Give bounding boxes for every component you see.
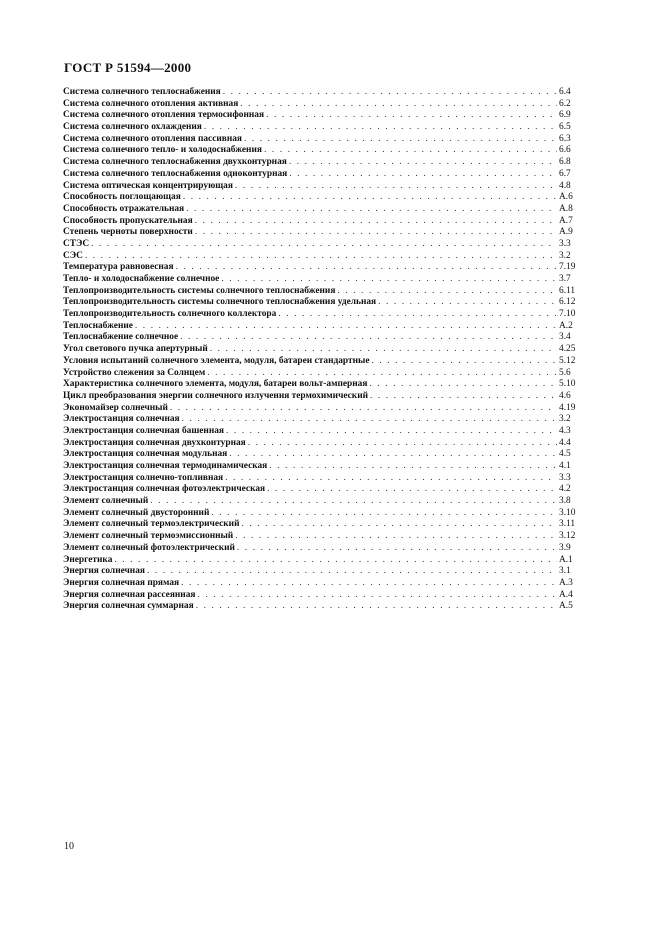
index-entry: [63, 438, 581, 450]
index-reference: 4.5: [559, 449, 571, 460]
dot-leader: [183, 192, 557, 204]
dot-leader: [242, 519, 558, 531]
index-term: Характеристика солнечного элемента, модуля, батареи вольт-амперная: [63, 379, 368, 390]
index-term: Устройство слежения за Солнцем: [63, 367, 206, 378]
index-term: Способность пропускательная: [63, 215, 193, 226]
dot-leader: [371, 356, 557, 368]
index-reference: 7.10: [559, 309, 576, 320]
index-entry: [63, 297, 581, 309]
dot-leader: [210, 344, 557, 356]
index-reference: 3.8: [559, 496, 571, 507]
dot-leader: [181, 578, 557, 590]
index-term: Система солнечного охлаждения: [63, 122, 202, 133]
index-term: Способность отражательная: [63, 203, 185, 214]
index-reference: 5.12: [559, 355, 576, 366]
index-reference: А.2: [559, 320, 573, 331]
index-term: Система солнечного теплоснабжения одноконтурная: [63, 168, 288, 179]
index-term: Способность поглощающая: [63, 192, 181, 203]
dot-leader: [264, 145, 557, 157]
index-term: Угол светового пучка апертурный: [63, 344, 208, 355]
index-reference: А.9: [559, 227, 573, 238]
index-term: Электростанция солнечная термодинамическая: [63, 461, 268, 471]
index-term: Цикл преобразования энергии солнечного излучения термохимический: [63, 390, 369, 401]
index-reference: 4.3: [559, 425, 571, 436]
index-reference: 4.25: [559, 344, 576, 355]
dot-leader: [85, 251, 557, 263]
dot-leader: [235, 181, 557, 193]
dot-leader: [229, 449, 557, 461]
index-reference: 3.2: [559, 250, 571, 261]
index-entry: [63, 449, 581, 461]
index-term: Электростанция солнечная двухконтурная: [63, 437, 246, 448]
index-entry: [63, 321, 581, 333]
dot-leader: [204, 122, 557, 134]
index-term: СЭС: [63, 250, 83, 261]
index-entry: [63, 122, 581, 134]
index-term: Элемент солнечный фотоэлектрический: [63, 542, 235, 553]
index-entry: [63, 461, 581, 473]
index-term: Система солнечного отопления активная: [63, 98, 239, 109]
index-entry: [63, 110, 581, 122]
index-reference: 4.2: [559, 484, 571, 495]
index-reference: 5.6: [559, 367, 571, 378]
dot-leader: [269, 461, 557, 473]
index-term: Элемент солнечный термоэмиссионный: [63, 531, 234, 542]
index-entry: [63, 473, 581, 485]
index-term: Теплоснабжение: [63, 320, 133, 331]
index-entry: [63, 484, 581, 496]
dot-leader: [147, 566, 557, 578]
index-reference: 6.6: [559, 145, 571, 156]
index-reference: А.5: [559, 601, 573, 612]
index-entry: [63, 262, 581, 274]
index-term: Степень черноты поверхности: [63, 227, 193, 238]
page-number: 10: [64, 841, 74, 852]
index-term: Теплоснабжение солнечное: [63, 332, 179, 343]
dot-leader: [267, 484, 557, 496]
index-entry: [63, 169, 581, 181]
index-entry: [63, 145, 581, 157]
index-term: Энергетика: [63, 554, 113, 565]
index-reference: 3.2: [559, 414, 571, 425]
index-entry: [63, 309, 581, 321]
index-reference: 6.4: [559, 87, 571, 97]
index-reference: 3.4: [559, 332, 571, 343]
index-entry: [63, 356, 581, 368]
index-entry: [63, 578, 581, 590]
dot-leader: [225, 473, 557, 485]
dot-leader: [223, 87, 557, 99]
dot-leader: [370, 391, 557, 403]
index-reference: 7.19: [559, 262, 576, 273]
index-term: Элемент солнечный: [63, 496, 149, 507]
index-term: Теплопроизводительность солнечного коллектора: [63, 309, 277, 320]
dot-leader: [369, 379, 557, 391]
index-entry: [63, 403, 581, 415]
index-entry: [63, 216, 581, 228]
index-reference: А.1: [559, 554, 573, 565]
index-entry: [63, 379, 581, 391]
dot-leader: [244, 134, 557, 146]
index-reference: 6.9: [559, 110, 571, 121]
document-header: ГОСТ Р 51594—2000: [64, 60, 192, 75]
index-reference: А.6: [559, 192, 573, 203]
index-term: Система солнечного теплоснабжения двухконтурная: [63, 157, 287, 168]
index-entry: [63, 601, 581, 613]
index-term: Электростанция солнечно-топливная: [63, 472, 224, 483]
dot-leader: [170, 403, 557, 415]
index-term: Экономайзер солнечный: [63, 402, 168, 413]
index-reference: 3.1: [559, 566, 571, 577]
index-entry: [63, 87, 581, 99]
index-entry: [63, 227, 581, 239]
index-reference: 3.3: [559, 238, 571, 249]
index-reference: А.3: [559, 577, 573, 588]
index-entry: [63, 368, 581, 380]
index-term: Электростанция солнечная башенная: [63, 425, 224, 436]
index-entry: [63, 426, 581, 438]
index-term: Система солнечного отопления термосифонная: [63, 110, 265, 121]
index-entry: [63, 590, 581, 602]
index-reference: А.4: [559, 589, 573, 600]
index-entry: [63, 99, 581, 111]
index-term: Система солнечного теплоснабжения: [63, 87, 221, 97]
index-reference: 4.6: [559, 390, 571, 401]
index-term: СТЭС: [63, 238, 90, 249]
index-entry: [63, 496, 581, 508]
index-entry: [63, 391, 581, 403]
dot-leader: [289, 169, 557, 181]
index-term: Тепло- и холодоснабжение солнечное: [63, 274, 220, 284]
index-reference: 3.12: [559, 531, 576, 542]
alphabetical-index: [63, 87, 581, 613]
index-term: Теплопроизводительность системы солнечного теплоснабжения: [63, 285, 336, 296]
dot-leader: [195, 216, 557, 228]
index-entry: [63, 239, 581, 251]
index-entry: [63, 414, 581, 426]
dot-leader: [207, 368, 557, 380]
dot-leader: [135, 321, 557, 333]
index-entry: [63, 519, 581, 531]
index-entry: [63, 566, 581, 578]
dot-leader: [150, 496, 557, 508]
index-entry: [63, 274, 581, 286]
index-term: Энергия солнечная: [63, 566, 145, 577]
index-entry: [63, 332, 581, 344]
index-reference: 5.10: [559, 379, 576, 390]
index-reference: 4.19: [559, 402, 576, 413]
index-reference: А.7: [559, 215, 573, 226]
dot-leader: [196, 601, 557, 613]
dot-leader: [221, 274, 557, 286]
dot-leader: [195, 227, 557, 239]
index-entry: [63, 543, 581, 555]
index-term: Элемент солнечный термоэлектрический: [63, 519, 240, 530]
index-reference: 6.12: [559, 297, 576, 308]
index-entry: [63, 344, 581, 356]
dot-leader: [114, 555, 557, 567]
dot-leader: [378, 297, 557, 309]
dot-leader: [176, 262, 557, 274]
dot-leader: [266, 110, 557, 122]
index-term: Элемент солнечный двусторонний: [63, 507, 210, 518]
index-reference: 3.7: [559, 274, 571, 284]
index-reference: 4.4: [559, 437, 571, 448]
index-entry: [63, 181, 581, 193]
dot-leader: [235, 531, 557, 543]
index-reference: 3.10: [559, 507, 576, 518]
index-entry: [63, 251, 581, 263]
index-term: Энергия солнечная рассеянная: [63, 589, 196, 600]
index-term: Система солнечного отопления пассивная: [63, 133, 243, 144]
index-reference: 6.3: [559, 133, 571, 144]
index-term: Электростанция солнечная фотоэлектрическая: [63, 484, 266, 495]
index-reference: 6.11: [559, 285, 576, 296]
index-term: Система солнечного тепло- и холодоснабжения: [63, 145, 262, 156]
index-entry: [63, 286, 581, 298]
index-term: Энергия солнечная прямая: [63, 577, 180, 588]
index-entry: [63, 508, 581, 520]
index-reference: 6.7: [559, 168, 571, 179]
dot-leader: [211, 508, 557, 520]
index-reference: 3.3: [559, 472, 571, 483]
index-entry: [63, 157, 581, 169]
index-reference: А.8: [559, 203, 573, 214]
index-reference: 4.8: [559, 180, 571, 191]
index-reference: 3.11: [559, 519, 576, 530]
index-reference: 3.9: [559, 542, 571, 553]
dot-leader: [237, 543, 557, 555]
index-term: Температура равновесная: [63, 262, 174, 273]
dot-leader: [240, 99, 557, 111]
index-reference: 6.2: [559, 98, 571, 109]
index-reference: 6.8: [559, 157, 571, 168]
dot-leader: [337, 286, 557, 298]
index-entry: [63, 204, 581, 216]
index-entry: [63, 531, 581, 543]
dot-leader: [226, 426, 557, 438]
dot-leader: [186, 204, 557, 216]
index-term: Система оптическая концентрирующая: [63, 180, 233, 191]
dot-leader: [248, 438, 557, 450]
index-reference: 4.1: [559, 461, 571, 471]
index-term: Теплопроизводительность системы солнечного теплоснабжения удельная: [63, 297, 377, 308]
index-term: Энергия солнечная суммарная: [63, 601, 194, 612]
dot-leader: [182, 414, 557, 426]
dot-leader: [289, 157, 557, 169]
dot-leader: [91, 239, 557, 251]
index-entry: [63, 134, 581, 146]
dot-leader: [180, 332, 557, 344]
index-term: Электростанция солнечная модульная: [63, 449, 228, 460]
index-entry: [63, 192, 581, 204]
dot-leader: [278, 309, 557, 321]
index-term: Электростанция солнечная: [63, 414, 180, 425]
index-reference: 6.5: [559, 122, 571, 133]
dot-leader: [197, 590, 557, 602]
index-term: Условия испытаний солнечного элемента, модуля, батареи стандартные: [63, 355, 370, 366]
index-entry: [63, 555, 581, 567]
